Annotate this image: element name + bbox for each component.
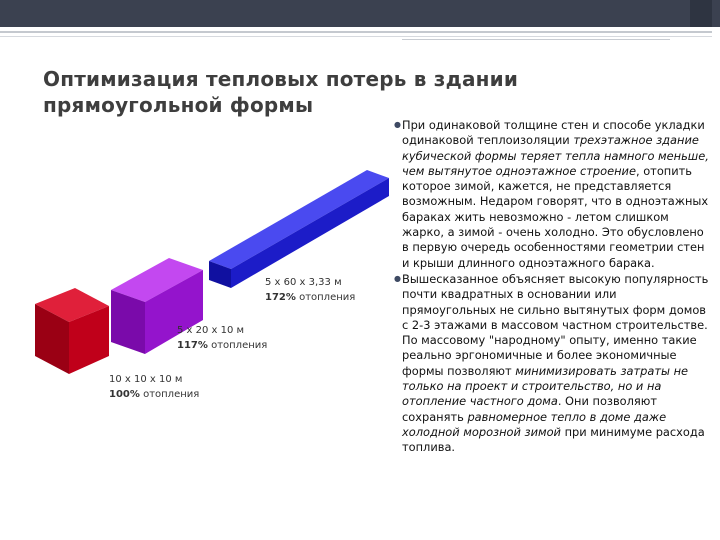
label-long-dims: 5 x 60 x 3,33 м xyxy=(265,277,342,288)
slide-title-line2: прямоугольной формы xyxy=(43,93,314,117)
top-bar-accent xyxy=(690,0,712,27)
p2-run-0: Вышесказанное объясняет высокую популярность почти квадратных в основании или прямоугольных не сильно вытянутых форм домов с 2-3 этажами в массовом частном строительстве. По массовому "народному" опыту, именно такие реально эргономичные и более экономичные формы позволяют xyxy=(402,271,709,378)
top-bar xyxy=(0,0,720,27)
label-medium-percent: 117% отопления xyxy=(177,340,268,351)
p2-run-3: равномерное тепло в доме даже холодной морозной зимой xyxy=(402,409,667,439)
p1-run-2: , отопить которое зимой, кажется, не представляется возможным. Недаром говорят, что в одноэтажных бараках жить невозможно - летом слишком жарко, а зимой - очень холодно. Это обусловлено в первую очередь особенностями геометрии стен и крыши длинного одноэтажного барака. xyxy=(402,163,709,270)
p2-run-1: минимизировать затраты не только на проект и строительство, но и на отопление частного дома xyxy=(402,363,689,409)
paragraph-2 xyxy=(394,272,714,456)
header-divider-thin xyxy=(0,36,712,37)
p1-run-1: трехэтажное здание кубической формы теряет тепла намного меньше, чем вытянутое одноэтажное строение xyxy=(402,133,709,178)
slide-title xyxy=(43,66,563,118)
label-cube-dims: 10 x 10 x 10 м xyxy=(109,374,183,385)
header-divider-short xyxy=(402,39,670,40)
bullet-icon: ● xyxy=(394,273,401,283)
label-long-percent: 172% отопления xyxy=(265,292,356,303)
label-cube-percent: 100% отопления xyxy=(109,389,200,400)
header-divider xyxy=(0,31,712,33)
paragraph-1 xyxy=(394,118,714,271)
body-text xyxy=(394,118,714,457)
long-block xyxy=(209,170,389,288)
p1-run-0: При одинаковой толщине стен и способе укладки одинаковой теплоизоляции xyxy=(402,118,705,148)
building-shapes-figure xyxy=(25,160,395,420)
p2-run-4: при минимуме расхода топлива. xyxy=(402,424,705,455)
slide-title-line1: Оптимизация тепловых потерь в здании xyxy=(43,67,519,91)
p2-run-2: . Они позволяют сохранять xyxy=(402,394,658,424)
bullet-icon: ● xyxy=(394,120,401,129)
cube-block xyxy=(35,288,109,374)
label-medium-dims: 5 x 20 x 10 м xyxy=(177,325,245,336)
